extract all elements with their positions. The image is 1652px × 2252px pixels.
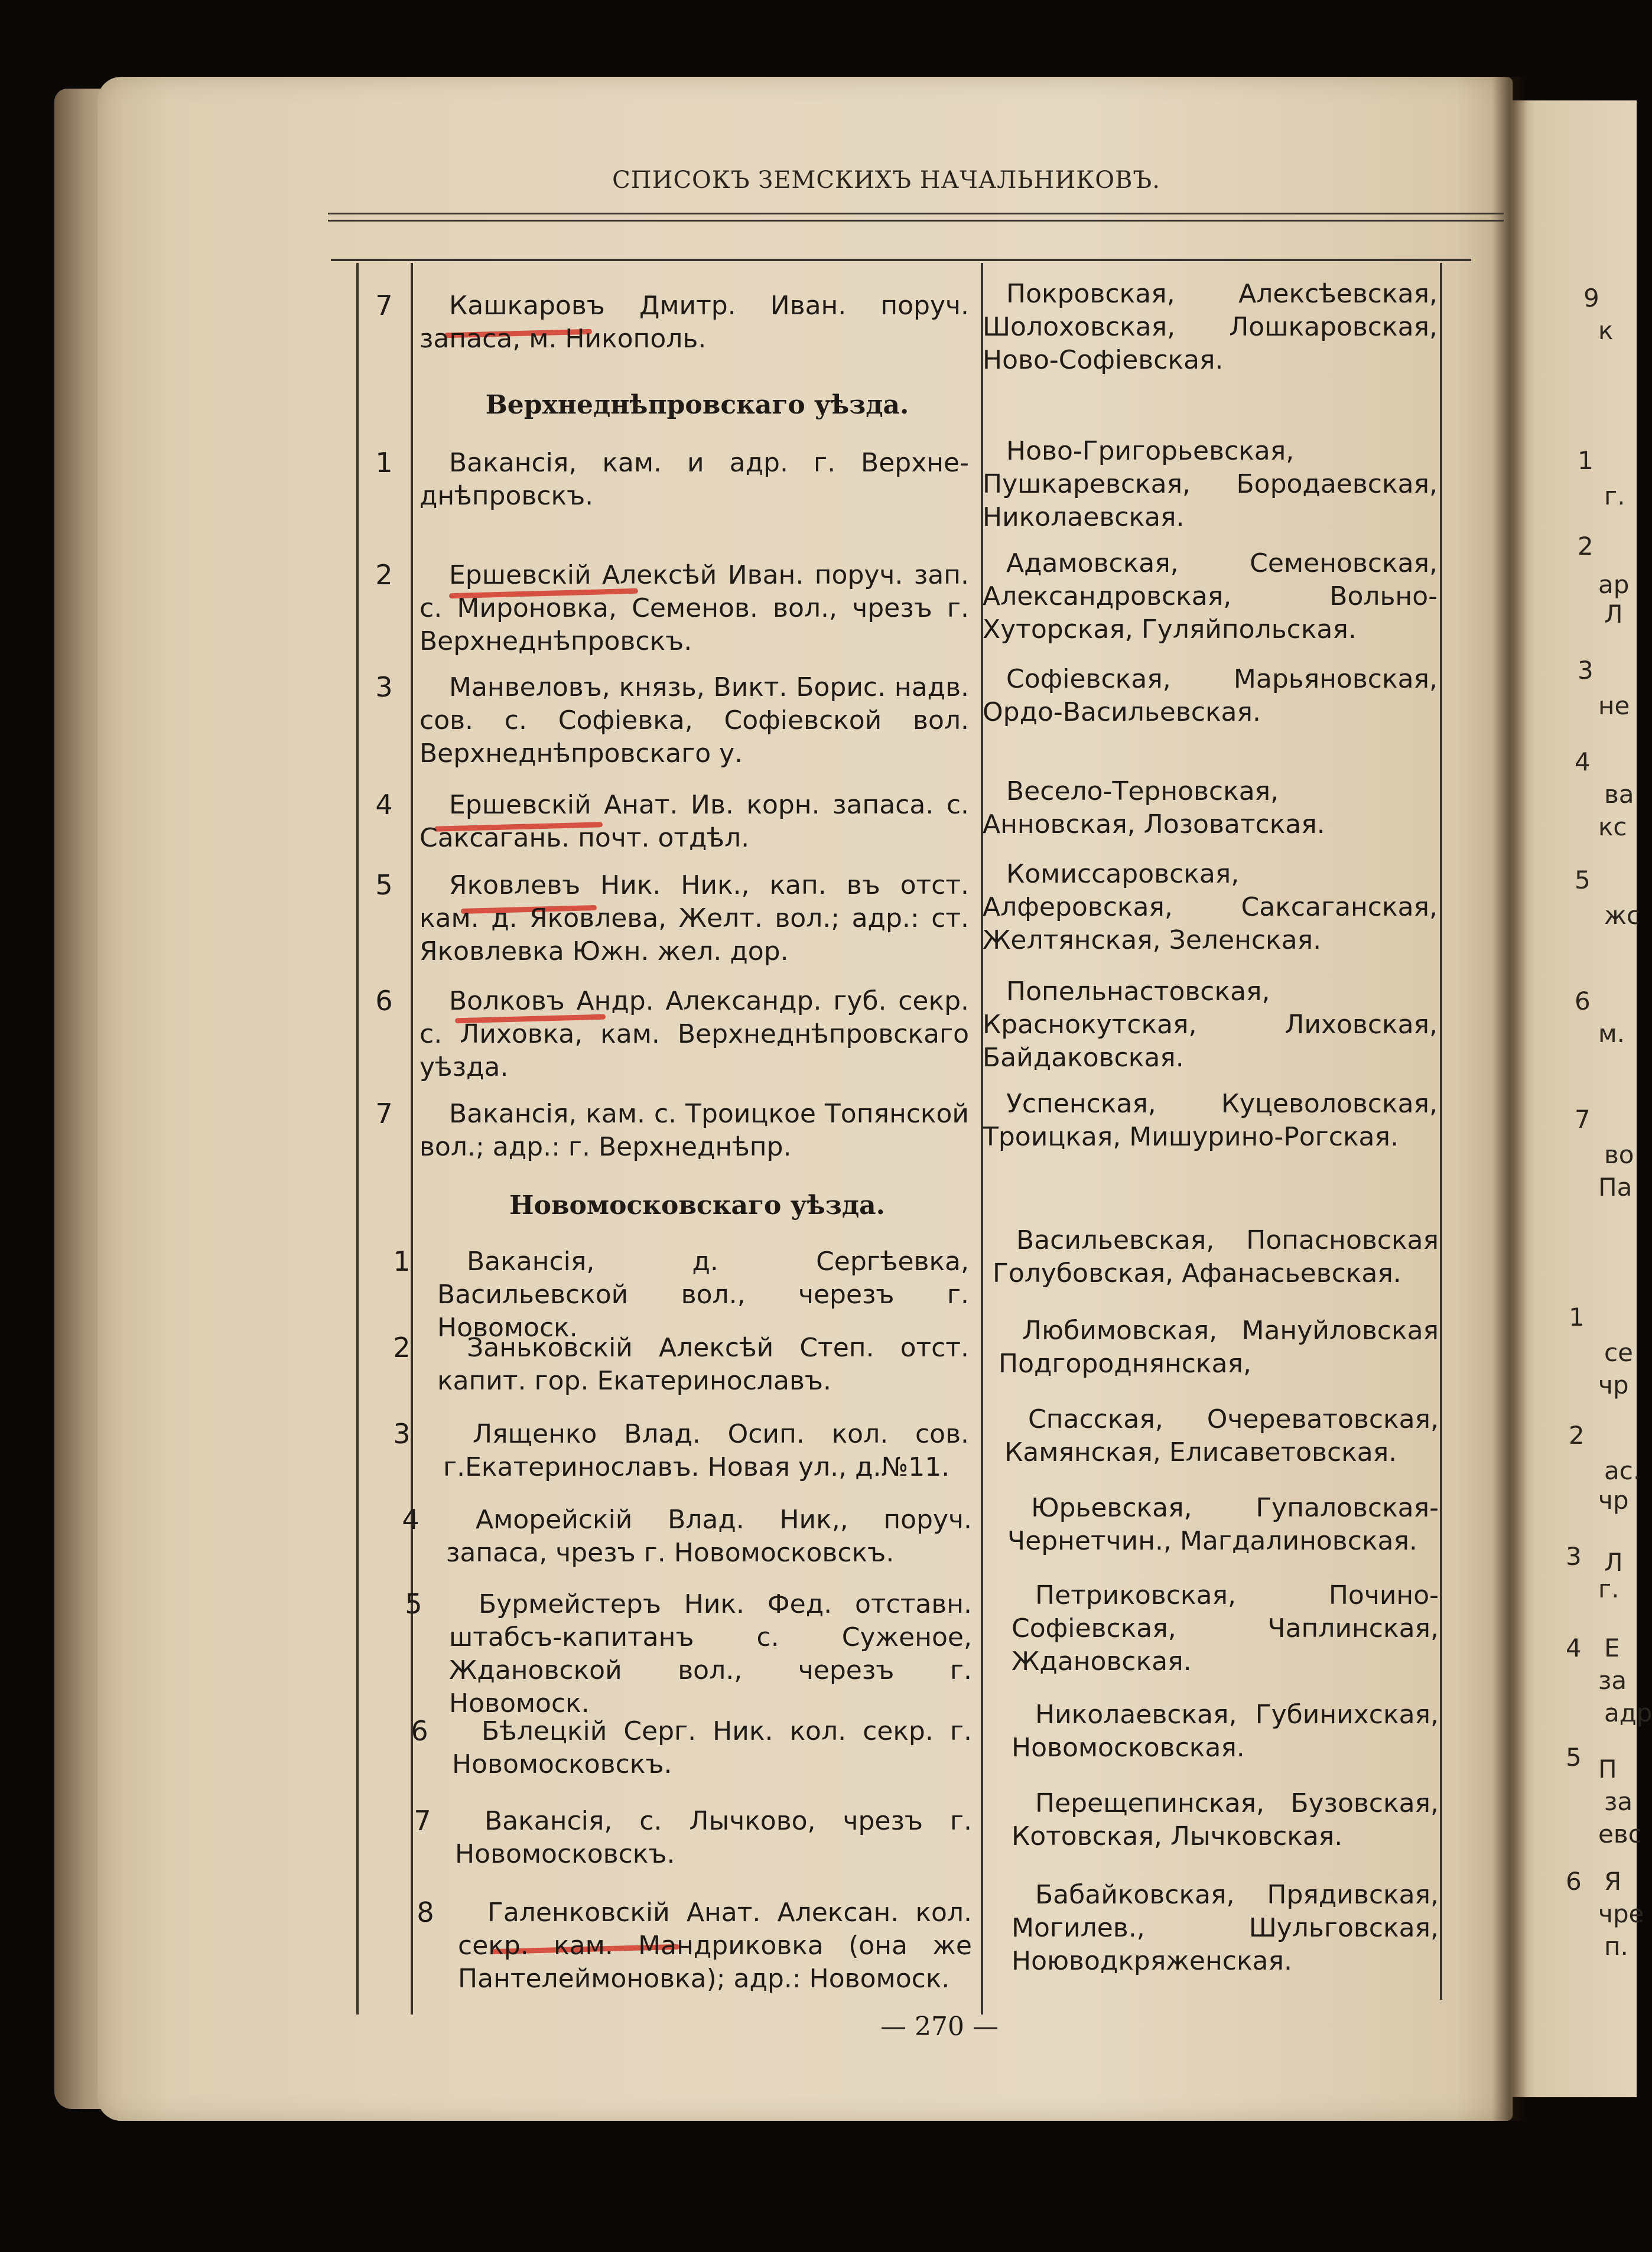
header-rule	[328, 213, 1504, 214]
next-page-entry-number: 6	[1575, 987, 1591, 1016]
next-page-entry-number: 1	[1578, 446, 1594, 475]
official-entry: Яковлевъ Ник. Ник., кап. въ отст. кам. д. Яковлева, Желт. вол.; адр.: ст. Яковлевка Южн. жел. дор.	[419, 870, 969, 966]
next-page-text-fragment: Л	[1604, 1548, 1623, 1577]
next-page-text-fragment: Е	[1604, 1633, 1620, 1662]
entry-number: 1	[393, 1245, 411, 1277]
next-page-text-fragment: чр	[1598, 1371, 1629, 1400]
header-rule	[328, 220, 1504, 222]
table-top-rule	[331, 259, 1471, 261]
entry-number: 8	[417, 1896, 434, 1928]
official-entry: Бѣлецкій Серг. Ник. кол. секр. г. Новомосковскъ.	[452, 1716, 972, 1779]
next-page-text-fragment: кс	[1598, 812, 1627, 841]
volost-list: Комиссаровская, Алферовская, Саксаганская, Желтянская, Зеленская.	[983, 859, 1438, 955]
table-left-border	[356, 263, 359, 2015]
entry-number: 7	[375, 1098, 393, 1130]
entry-number: 6	[411, 1715, 428, 1747]
next-page-text-fragment: се	[1604, 1338, 1633, 1367]
next-page-entry-number: 2	[1578, 532, 1594, 561]
volost-list: Юрьевская, Гупаловская-Чернетчин., Магдалиновская.	[1007, 1493, 1439, 1556]
next-page-entry-number: 5	[1566, 1743, 1582, 1772]
next-page-text-fragment: Я	[1604, 1867, 1622, 1896]
entry-number: 1	[375, 447, 393, 479]
next-page-text-fragment: Па	[1598, 1173, 1633, 1202]
next-page-text-fragment: г.	[1604, 481, 1625, 510]
next-page-entry-number: 5	[1575, 865, 1591, 894]
county-heading: Новомосковскаго уѣзда.	[509, 1190, 885, 1221]
next-page-entry-number: 3	[1566, 1542, 1582, 1571]
running-title: СПИСОКЪ ЗЕМСКИХЪ НАЧАЛЬНИКОВЪ.	[612, 167, 1160, 194]
next-page-entry-number: 4	[1566, 1633, 1582, 1662]
entry-number: 4	[375, 789, 393, 821]
next-page-entry-number: 9	[1583, 284, 1599, 313]
next-page-text-fragment: П	[1598, 1755, 1617, 1784]
entry-number: 7	[375, 289, 393, 321]
next-page-text-fragment: ва	[1604, 780, 1634, 809]
official-entry: Волковъ Андр. Александр. губ. секр. с. Лиховка, кам. Верхнеднѣпровскаго уѣзда.	[419, 986, 969, 1082]
volost-list: Попельнастовская, Краснокутская, Лиховская, Байдаковская.	[983, 977, 1438, 1073]
next-page-text-fragment: не	[1598, 691, 1630, 720]
next-page-text-fragment: п.	[1604, 1932, 1628, 1961]
next-page-entry-number: 3	[1578, 656, 1594, 685]
book-gutter	[1492, 77, 1527, 2121]
next-page-text-fragment: ар	[1598, 570, 1630, 599]
volost-list: Любимовская, Мануйловская Подгороднянская,	[999, 1316, 1439, 1379]
official-entry: Кашкаровъ Дмитр. Иван. поруч. запаса, м. Никополь.	[419, 291, 969, 354]
next-page-text-fragment: м.	[1598, 1019, 1625, 1048]
number-column-divider	[411, 263, 413, 2015]
next-page-text-fragment: за	[1604, 1787, 1633, 1816]
next-page-text-fragment: жс	[1604, 901, 1640, 930]
volost-list: Бабайковская, Прядивская, Могилев., Шульговская, Ноюводкряженская.	[1012, 1880, 1439, 1976]
entry-number: 3	[393, 1418, 411, 1450]
official-entry: Манвеловъ, князь, Викт. Борис. надв. сов. с. Софіевка, Софіевской вол. Верхнеднѣпровскаго у.	[419, 672, 969, 769]
volost-list: Васильевская, Попасновская Голубовская, Афанасьевская.	[993, 1225, 1439, 1288]
official-entry: Аморейскій Влад. Ник,, поруч. запаса, чрезъ г. Новомосковскъ.	[446, 1505, 972, 1568]
entry-number: 2	[393, 1332, 411, 1363]
county-heading: Верхнеднѣпровскаго уѣзда.	[485, 390, 909, 420]
official-entry: Вакансія, д. Сергѣевка, Васильевской вол., черезъ г. Новомоск.	[437, 1247, 969, 1343]
entry-number: 5	[405, 1588, 422, 1620]
next-page-entry-number: 4	[1575, 747, 1591, 776]
next-page-entry-number: 2	[1569, 1421, 1585, 1450]
official-entry: Вакансія, кам. и адр. г. Верхне-днѣпровскъ.	[419, 448, 969, 511]
volost-list: Софіевская, Марьяновская, Ордо-Васильевская.	[983, 664, 1438, 727]
next-page-text-fragment: к	[1598, 316, 1614, 345]
next-page-text-fragment: за	[1598, 1666, 1627, 1695]
next-page-text-fragment: во	[1604, 1140, 1634, 1169]
page-number: — 270 —	[880, 2012, 999, 2042]
official-entry: Лященко Влад. Осип. кол. сов. г.Екатеринославъ. Новая ул., д.№11.	[443, 1419, 969, 1482]
next-page-text-fragment: чр	[1598, 1486, 1629, 1515]
official-entry: Ершевскій Алексѣй Иван. поруч. зап. с. Мироновка, Семенов. вол., чрезъ г. Верхнеднѣпровскъ.	[419, 560, 969, 656]
official-entry: Вакансія, кам. с. Троицкое Топянской вол.; адр.: г. Верхнеднѣпр.	[419, 1099, 969, 1162]
next-page-entry-number: 7	[1575, 1105, 1591, 1134]
volost-list: Николаевская, Губинихская, Новомосковская.	[1012, 1700, 1439, 1763]
next-page-text-fragment: чре	[1598, 1899, 1644, 1928]
next-page-text-fragment: Л	[1604, 600, 1623, 629]
entry-number: 5	[375, 869, 393, 901]
table-right-border	[1440, 263, 1442, 2000]
official-entry: Вакансія, с. Лычково, чрезъ г. Новомосковскъ.	[455, 1806, 972, 1869]
volost-list: Перещепинская, Бузовская, Котовская, Лычковская.	[1012, 1788, 1439, 1851]
next-page-text-fragment: евс	[1598, 1820, 1642, 1849]
next-page-text-fragment: ас.	[1604, 1456, 1641, 1485]
volost-list: Покровская, Алексѣевская, Шолоховская, Лошкаровская, Ново-Софіевская.	[983, 279, 1438, 375]
official-entry: Ершевскій Анат. Ив. корн. запаса. с. Саксагань. почт. отдѣл.	[419, 790, 969, 853]
entry-number: 6	[375, 985, 393, 1017]
entry-number: 4	[402, 1503, 419, 1535]
entry-number: 3	[375, 671, 393, 703]
official-entry: Галенковскій Анат. Алексан. кол. секр. кам. Мандриковка (она же Пантелеймоновка); адр.: Новомоск.	[458, 1898, 972, 1994]
volost-list: Успенская, Куцеволовская, Троицкая, Мишурино-Рогская.	[983, 1089, 1438, 1152]
next-page-entry-number: 6	[1566, 1867, 1582, 1896]
volost-list: Адамовская, Семеновская, Александровская, Вольно-Хуторская, Гуляйпольская.	[983, 548, 1438, 645]
next-page-text-fragment: адр	[1604, 1698, 1652, 1727]
next-page-text-fragment: г.	[1598, 1574, 1620, 1603]
volost-list: Петриковская, Почино-Софіевская, Чаплинская, Ждановская.	[1012, 1580, 1439, 1677]
official-entry: Бурмейстеръ Ник. Фед. отставн. штабсъ-капитанъ с. Суженое, Ждановской вол., черезъ г. Новомоск.	[449, 1589, 972, 1719]
official-entry: Заньковскій Алексѣй Степ. отст. капит. гор. Екатеринославъ.	[437, 1333, 969, 1396]
volost-list: Весело-Терновская, Анновская, Лозоватская.	[983, 776, 1325, 839]
volost-list: Спасская, Очереватовская, Камянская, Елисаветовская.	[1004, 1404, 1439, 1467]
entry-number: 7	[414, 1805, 431, 1837]
volost-list: Ново-Григорьевская, Пушкаревская, Бородаевская, Николаевская.	[983, 436, 1438, 532]
entry-number: 2	[375, 559, 393, 591]
next-page-entry-number: 1	[1569, 1303, 1585, 1332]
